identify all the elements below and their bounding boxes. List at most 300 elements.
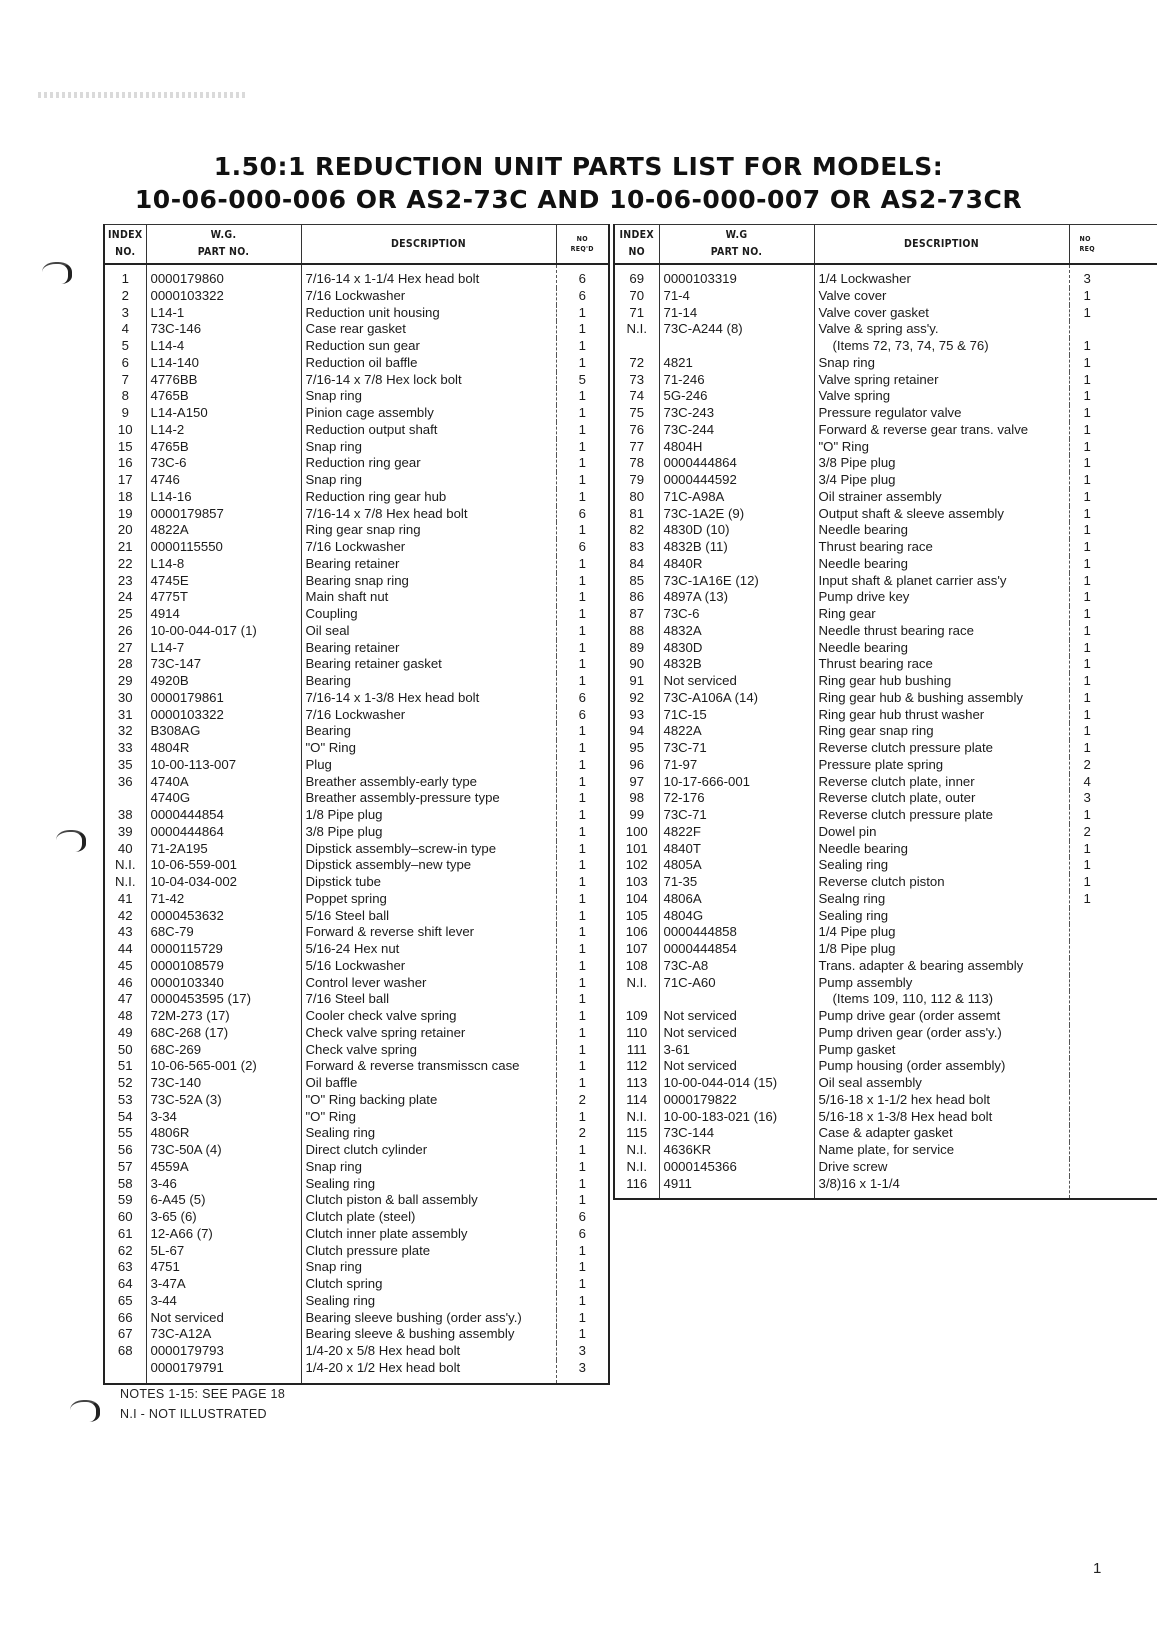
- description-cell: Needle bearing: [814, 556, 1069, 573]
- page-title-line-1: 1.50:1 REDUCTION UNIT PARTS LIST FOR MODELS:: [213, 152, 944, 181]
- index-cell: 7: [104, 372, 146, 389]
- table-row: [104, 975, 609, 992]
- part-number-cell: 3-47A: [146, 1276, 301, 1293]
- part-number-cell: 73C-6: [146, 455, 301, 472]
- part-number-cell: 0000179861: [146, 690, 301, 707]
- quantity-cell: [1069, 1109, 1157, 1126]
- table-row: [104, 1058, 609, 1075]
- description-cell: Reverse clutch pressure plate: [814, 740, 1069, 757]
- table-row: [614, 1008, 1157, 1025]
- table-row: [104, 991, 609, 1008]
- index-cell: 108: [614, 958, 659, 975]
- quantity-cell: 1: [578, 455, 586, 471]
- table-row: [104, 774, 609, 791]
- quantity-cell: 1: [578, 639, 586, 655]
- description-cell: Pinion cage assembly: [301, 405, 556, 422]
- part-number-cell: 73C-6: [659, 606, 814, 623]
- index-cell: 52: [104, 1075, 146, 1092]
- table-row: [614, 355, 1157, 372]
- index-cell: 2: [104, 288, 146, 305]
- description-cell: Breather assembly-early type: [301, 774, 556, 791]
- part-number-cell: 71-2A195: [146, 841, 301, 858]
- part-number-cell: 73C-1A2E (9): [659, 506, 814, 523]
- table-row: [614, 623, 1157, 640]
- table-row: [614, 891, 1157, 908]
- index-cell: 32: [104, 723, 146, 740]
- table-row: [614, 556, 1157, 573]
- table-row: [104, 1125, 609, 1142]
- header-index: INDEX NO: [614, 225, 659, 265]
- quantity-cell: 1: [578, 1008, 586, 1023]
- description-cell: Snap ring: [301, 439, 556, 456]
- part-number-cell: 0000453632: [146, 908, 301, 925]
- description-cell: 3/8 Pipe plug: [814, 455, 1069, 472]
- quantity-cell: 1: [578, 1075, 586, 1090]
- description-cell: Case & adapter gasket: [814, 1125, 1069, 1142]
- table-row: [104, 489, 609, 506]
- index-cell: 80: [614, 489, 659, 506]
- table-row: [104, 288, 609, 305]
- description-cell: (Items 109, 110, 112 & 113): [814, 991, 1069, 1008]
- part-number-cell: 4920B: [146, 673, 301, 690]
- quantity-cell: 5: [578, 371, 586, 387]
- index-cell: 107: [614, 941, 659, 958]
- part-number-cell: 12-A66 (7): [146, 1226, 301, 1243]
- description-cell: Snap ring: [301, 1159, 556, 1176]
- index-cell: [614, 338, 659, 355]
- description-cell: Reverse clutch plate, outer: [814, 790, 1069, 807]
- part-number-cell: 73C-144: [659, 1125, 814, 1142]
- description-cell: 1/4-20 x 5/8 Hex head bolt: [301, 1343, 556, 1360]
- quantity-cell: 1: [1083, 874, 1091, 889]
- part-number-cell: 0000179860: [146, 264, 301, 288]
- index-cell: 38: [104, 807, 146, 824]
- description-cell: 5/16 Lockwasher: [301, 958, 556, 975]
- part-number-cell: 0000444854: [146, 807, 301, 824]
- quantity-cell: 1: [578, 421, 586, 437]
- part-number-cell: 73C-243: [659, 405, 814, 422]
- table-row: [614, 305, 1157, 322]
- description-cell: Forward & reverse gear trans. valve: [814, 422, 1069, 439]
- quantity-cell: 4: [1083, 773, 1091, 789]
- quantity-cell: 3: [1083, 790, 1091, 806]
- index-cell: 85: [614, 573, 659, 590]
- index-cell: 88: [614, 623, 659, 640]
- header-description: DESCRIPTION: [814, 225, 1069, 265]
- part-number-cell: 0000444854: [659, 941, 814, 958]
- table-row: [614, 1058, 1157, 1075]
- table-row: [104, 455, 609, 472]
- description-cell: Pressure regulator valve: [814, 405, 1069, 422]
- table-row: [104, 908, 609, 925]
- table-row: [104, 673, 609, 690]
- table-row: [614, 388, 1157, 405]
- description-cell: Case rear gasket: [301, 321, 556, 338]
- quantity-cell: 1: [578, 756, 586, 772]
- index-cell: 79: [614, 472, 659, 489]
- quantity-cell: 1: [578, 807, 586, 822]
- part-number-cell: 4840R: [659, 556, 814, 573]
- table-row: [104, 388, 609, 405]
- part-number-cell: 0000103319: [659, 264, 814, 288]
- part-number-cell: 0000115729: [146, 941, 301, 958]
- description-cell: Clutch pressure plate: [301, 1243, 556, 1260]
- index-cell: 44: [104, 941, 146, 958]
- part-number-cell: 73C-1A16E (12): [659, 573, 814, 590]
- description-cell: "O" Ring: [814, 439, 1069, 456]
- index-cell: 71: [614, 305, 659, 322]
- scan-artifact: [38, 92, 248, 98]
- description-cell: Snap ring: [301, 388, 556, 405]
- index-cell: 109: [614, 1008, 659, 1025]
- description-cell: Bearing retainer: [301, 640, 556, 657]
- index-cell: 20: [104, 522, 146, 539]
- part-number-cell: 0000444858: [659, 924, 814, 941]
- table-row: [614, 1125, 1157, 1142]
- quantity-cell: 3: [1083, 271, 1091, 286]
- part-number-cell: 10-06-565-001 (2): [146, 1058, 301, 1075]
- description-cell: Input shaft & planet carrier ass'y: [814, 573, 1069, 590]
- quantity-cell: 6: [578, 1209, 586, 1224]
- part-number-cell: 4804G: [659, 908, 814, 925]
- index-cell: 47: [104, 991, 146, 1008]
- description-cell: Bearing retainer: [301, 556, 556, 573]
- description-cell: Check valve spring: [301, 1042, 556, 1059]
- description-cell: Valve cover gasket: [814, 305, 1069, 322]
- part-number-cell: 4806R: [146, 1125, 301, 1142]
- description-cell: 3/4 Pipe plug: [814, 472, 1069, 489]
- description-cell: Bearing snap ring: [301, 573, 556, 590]
- part-number-cell: B308AG: [146, 723, 301, 740]
- description-cell: Coupling: [301, 606, 556, 623]
- quantity-cell: 1: [578, 991, 586, 1007]
- description-cell: Dipstick assembly–screw-in type: [301, 841, 556, 858]
- table-row: [614, 824, 1157, 841]
- part-number-cell: 4751: [146, 1259, 301, 1276]
- index-cell: 115: [614, 1125, 659, 1142]
- part-number-cell: 4776BB: [146, 372, 301, 389]
- quantity-cell: 1: [1083, 304, 1091, 320]
- header-qty: NO REQ: [1069, 225, 1157, 265]
- part-number-cell: 71-14: [659, 305, 814, 322]
- part-number-cell: 4746: [146, 472, 301, 489]
- index-cell: N.I.: [104, 874, 146, 891]
- index-cell: 99: [614, 807, 659, 824]
- index-cell: 3: [104, 305, 146, 322]
- description-cell: Valve & spring ass'y.: [814, 321, 1069, 338]
- part-number-cell: 4559A: [146, 1159, 301, 1176]
- description-cell: Sealng ring: [814, 891, 1069, 908]
- quantity-cell: 6: [578, 706, 586, 722]
- description-cell: Forward & reverse transmisscn case: [301, 1058, 556, 1075]
- part-number-cell: 3-46: [146, 1176, 301, 1193]
- table-row: [614, 857, 1157, 874]
- index-cell: 57: [104, 1159, 146, 1176]
- quantity-cell: [1069, 321, 1157, 338]
- quantity-cell: 1: [578, 1326, 586, 1342]
- index-cell: 61: [104, 1226, 146, 1243]
- quantity-cell: 1: [578, 1192, 586, 1208]
- quantity-cell: 6: [578, 539, 586, 554]
- table-row: [104, 1159, 609, 1176]
- index-cell: 110: [614, 1025, 659, 1042]
- part-number-cell: 4765B: [146, 388, 301, 405]
- index-cell: 31: [104, 707, 146, 724]
- part-number-cell: 4832B (11): [659, 539, 814, 556]
- part-number-cell: 0000179857: [146, 506, 301, 523]
- index-cell: 46: [104, 975, 146, 992]
- table-row: [104, 439, 609, 456]
- part-number-cell: 73C-71: [659, 807, 814, 824]
- table-row: [614, 656, 1157, 673]
- table-row: [614, 723, 1157, 740]
- header-qty: NO REQ'D: [556, 225, 609, 265]
- quantity-cell: 1: [578, 924, 586, 940]
- description-cell: Sealing ring: [814, 857, 1069, 874]
- index-cell: 89: [614, 640, 659, 657]
- quantity-cell: 1: [578, 1242, 586, 1258]
- index-cell: 19: [104, 506, 146, 523]
- quantity-cell: [1069, 1092, 1157, 1109]
- table-row: [614, 338, 1157, 355]
- part-number-cell: 0000103322: [146, 288, 301, 305]
- table-row: [104, 1343, 609, 1360]
- table-row: [614, 321, 1157, 338]
- description-cell: Sealing ring: [814, 908, 1069, 925]
- part-number-cell: 3-34: [146, 1109, 301, 1126]
- quantity-cell: 1: [1083, 421, 1091, 437]
- quantity-cell: [1069, 1159, 1157, 1176]
- table-row: [614, 1092, 1157, 1109]
- part-number-cell: 5L-67: [146, 1243, 301, 1260]
- index-cell: 53: [104, 1092, 146, 1109]
- quantity-cell: 1: [1083, 807, 1091, 822]
- part-number-cell: 10-17-666-001: [659, 774, 814, 791]
- part-number-cell: 72-176: [659, 790, 814, 807]
- table-row: [614, 958, 1157, 975]
- table-row: [614, 472, 1157, 489]
- index-cell: 35: [104, 757, 146, 774]
- index-cell: N.I.: [614, 1109, 659, 1126]
- table-row: [104, 355, 609, 372]
- quantity-cell: 1: [1083, 673, 1091, 688]
- table-row: [104, 807, 609, 824]
- table-row: [104, 1310, 609, 1327]
- quantity-cell: 1: [578, 823, 586, 839]
- table-row: [614, 1042, 1157, 1059]
- quantity-cell: 1: [578, 840, 586, 856]
- part-number-cell: 4804R: [146, 740, 301, 757]
- quantity-cell: 1: [578, 740, 586, 755]
- description-cell: 7/16 Lockwasher: [301, 288, 556, 305]
- part-number-cell: 4911: [659, 1176, 814, 1200]
- quantity-cell: 1: [578, 890, 586, 906]
- table-row: [104, 1243, 609, 1260]
- index-cell: 22: [104, 556, 146, 573]
- quantity-cell: 1: [1083, 539, 1091, 554]
- table-row: [104, 656, 609, 673]
- quantity-cell: 1: [578, 974, 586, 990]
- part-number-cell: 71-4: [659, 288, 814, 305]
- table-row: [104, 1025, 609, 1042]
- index-cell: 40: [104, 841, 146, 858]
- index-cell: 91: [614, 673, 659, 690]
- part-number-cell: 73C-146: [146, 321, 301, 338]
- part-number-cell: 4745E: [146, 573, 301, 590]
- description-cell: Valve spring: [814, 388, 1069, 405]
- quantity-cell: 1: [578, 472, 586, 487]
- part-number-cell: 5G-246: [659, 388, 814, 405]
- description-cell: Forward & reverse shift lever: [301, 924, 556, 941]
- index-cell: 116: [614, 1176, 659, 1200]
- part-number-cell: 71C-15: [659, 707, 814, 724]
- index-cell: 5: [104, 338, 146, 355]
- part-number-cell: L14-4: [146, 338, 301, 355]
- index-cell: 39: [104, 824, 146, 841]
- part-number-cell: 68C-268 (17): [146, 1025, 301, 1042]
- part-number-cell: 4914: [146, 606, 301, 623]
- part-number-cell: L14-A150: [146, 405, 301, 422]
- index-cell: 103: [614, 874, 659, 891]
- quantity-cell: 1: [578, 673, 586, 688]
- part-number-cell: 73C-244: [659, 422, 814, 439]
- index-cell: 73: [614, 372, 659, 389]
- description-cell: Needle bearing: [814, 522, 1069, 539]
- description-cell: Pump drive key: [814, 589, 1069, 606]
- table-row: [614, 1109, 1157, 1126]
- part-number-cell: 4830D: [659, 640, 814, 657]
- quantity-cell: 1: [578, 304, 586, 320]
- part-number-cell: 0000145366: [659, 1159, 814, 1176]
- quantity-cell: 2: [1083, 823, 1091, 839]
- table-row: [104, 958, 609, 975]
- description-cell: (Items 72, 73, 74, 75 & 76): [814, 338, 1069, 355]
- header-index: INDEX NO.: [104, 225, 146, 265]
- description-cell: Ring gear snap ring: [814, 723, 1069, 740]
- part-number-cell: 73C-A12A: [146, 1326, 301, 1343]
- description-cell: Bearing sleeve bushing (order ass'y.): [301, 1310, 556, 1327]
- binder-hole-mark: [70, 1400, 100, 1422]
- index-cell: 81: [614, 506, 659, 523]
- quantity-cell: 1: [578, 1041, 586, 1057]
- table-row: [104, 305, 609, 322]
- description-cell: Sealing ring: [301, 1125, 556, 1142]
- quantity-cell: 1: [578, 522, 586, 538]
- index-cell: 42: [104, 908, 146, 925]
- table-row: [614, 1025, 1157, 1042]
- description-cell: Pump driven gear (order ass'y.): [814, 1025, 1069, 1042]
- index-cell: [614, 991, 659, 1008]
- description-cell: 7/16-14 x 1-1/4 Hex head bolt: [301, 264, 556, 288]
- quantity-cell: [1069, 975, 1157, 992]
- quantity-cell: 1: [1083, 455, 1091, 471]
- table-row: [104, 472, 609, 489]
- description-cell: 5/16 Steel ball: [301, 908, 556, 925]
- notes-line: NOTES 1-15: SEE PAGE 18: [120, 1387, 286, 1401]
- table-row: [614, 372, 1157, 389]
- table-row: [104, 1042, 609, 1059]
- description-cell: Reverse clutch plate, inner: [814, 774, 1069, 791]
- quantity-cell: [1069, 1042, 1157, 1059]
- index-cell: 84: [614, 556, 659, 573]
- part-number-cell: 0000108579: [146, 958, 301, 975]
- description-cell: Oil seal assembly: [814, 1075, 1069, 1092]
- index-cell: 30: [104, 690, 146, 707]
- part-number-cell: 73C-A244 (8): [659, 321, 814, 338]
- index-cell: 98: [614, 790, 659, 807]
- part-number-cell: 4832A: [659, 623, 814, 640]
- description-cell: Bearing: [301, 673, 556, 690]
- index-cell: N.I.: [614, 1142, 659, 1159]
- part-number-cell: L14-140: [146, 355, 301, 372]
- table-row: [104, 522, 609, 539]
- index-cell: 54: [104, 1109, 146, 1126]
- table-row: [614, 1075, 1157, 1092]
- part-number-cell: 0000103322: [146, 707, 301, 724]
- table-row: [614, 790, 1157, 807]
- binder-hole-mark: [56, 830, 86, 852]
- quantity-cell: 1: [578, 857, 586, 873]
- part-number-cell: Not serviced: [146, 1310, 301, 1327]
- table-row: [614, 975, 1157, 992]
- quantity-cell: 1: [578, 405, 586, 420]
- quantity-cell: 6: [578, 505, 586, 521]
- description-cell: 1/4 Lockwasher: [814, 264, 1069, 288]
- index-cell: 87: [614, 606, 659, 623]
- description-cell: Needle bearing: [814, 841, 1069, 858]
- quantity-cell: 1: [1083, 472, 1091, 487]
- quantity-cell: 1: [578, 338, 586, 353]
- description-cell: Snap ring: [814, 355, 1069, 372]
- quantity-cell: 1: [1083, 723, 1091, 739]
- description-cell: Thrust bearing race: [814, 656, 1069, 673]
- description-cell: Bearing sleeve & bushing assembly: [301, 1326, 556, 1343]
- table-row: [614, 264, 1157, 288]
- table-row: [104, 1259, 609, 1276]
- part-number-cell: 4740G: [146, 790, 301, 807]
- table-row: [614, 506, 1157, 523]
- quantity-cell: 1: [578, 488, 586, 504]
- index-cell: 92: [614, 690, 659, 707]
- index-cell: 96: [614, 757, 659, 774]
- quantity-cell: [1069, 1025, 1157, 1042]
- table-row: [614, 606, 1157, 623]
- table-row: [614, 288, 1157, 305]
- table-row: [104, 1209, 609, 1226]
- quantity-cell: 1: [1083, 622, 1091, 638]
- table-row: [104, 1008, 609, 1025]
- part-number-cell: 10-06-559-001: [146, 857, 301, 874]
- quantity-cell: 1: [578, 656, 586, 672]
- table-row: [614, 673, 1157, 690]
- quantity-cell: 1: [1083, 338, 1091, 353]
- table-row: [104, 1176, 609, 1193]
- table-row: [104, 338, 609, 355]
- description-cell: Thrust bearing race: [814, 539, 1069, 556]
- description-cell: 7/16-14 x 7/8 Hex head bolt: [301, 506, 556, 523]
- table-row: [614, 707, 1157, 724]
- quantity-cell: 1: [578, 1108, 586, 1124]
- table-row: [614, 774, 1157, 791]
- index-cell: 27: [104, 640, 146, 657]
- table-row: [614, 573, 1157, 590]
- quantity-cell: [1069, 1125, 1157, 1142]
- part-number-cell: 4821: [659, 355, 814, 372]
- part-number-cell: 72M-273 (17): [146, 1008, 301, 1025]
- table-row: [614, 690, 1157, 707]
- description-cell: Bearing: [301, 723, 556, 740]
- description-cell: 7/16-14 x 1-3/8 Hex head bolt: [301, 690, 556, 707]
